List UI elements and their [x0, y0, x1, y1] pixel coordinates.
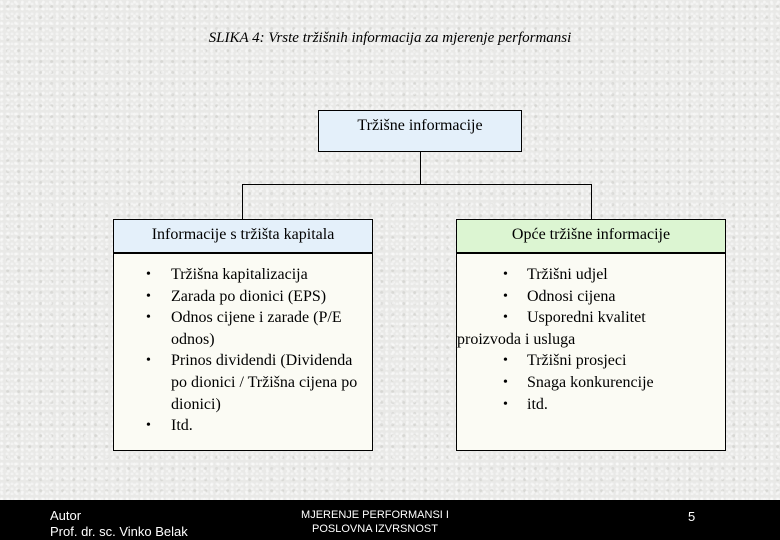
right-branch-header-label: Opće tržišne informacije — [511, 226, 671, 243]
footer-author-label: Autor — [50, 508, 82, 523]
list-item: • Snaga konkurencije — [499, 372, 719, 394]
left-branch-header — [113, 219, 373, 253]
footer-course-line1: MJERENJE PERFORMANSI I — [301, 509, 449, 521]
list-item: • Tržišna kapitalizacija — [120, 264, 366, 286]
slide-title: SLIKA 4: Vrste tržišnih informacija za mjerenje performansi — [208, 30, 572, 46]
connector-horizontal — [242, 184, 592, 185]
right-branch-list — [456, 253, 726, 451]
connector-right-down — [591, 184, 592, 219]
right-branch-header — [456, 219, 726, 253]
list-item: • Usporedni kvalitet — [499, 307, 719, 329]
list-item: • Odnosi cijena — [499, 286, 719, 308]
list-item: • Prinos dividendi (Dividenda po dionici / Tržišna cijena po dionici) — [120, 350, 366, 415]
list-item: • Zarada po dionici (EPS) — [120, 286, 366, 308]
footer-bar — [0, 500, 780, 540]
list-item: • Itd. — [120, 415, 366, 437]
list-item-continuation: proizvoda i usluga — [457, 330, 576, 348]
list-item: • itd. — [499, 394, 719, 416]
footer-author-name: Prof. dr. sc. Vinko Belak — [50, 524, 188, 539]
connector-left-down — [242, 184, 243, 219]
left-branch-header-label: Informacije s tržišta kapitala — [151, 226, 335, 243]
root-node — [318, 110, 522, 152]
list-item: • Tržišni prosjeci — [499, 350, 719, 372]
list-item: • Odnos cijene i zarade (P/E odnos) — [120, 307, 366, 350]
page-number: 5 — [688, 509, 696, 524]
left-branch-list — [113, 253, 373, 451]
footer-author — [50, 508, 188, 540]
list-item: • Tržišni udjel — [499, 264, 719, 286]
connector-root-down — [420, 152, 421, 185]
footer-course-line2: POSLOVNA IZVRSNOST — [312, 523, 438, 535]
footer-course-title — [265, 508, 485, 536]
root-node-label: Tržišne informacije — [357, 117, 483, 134]
